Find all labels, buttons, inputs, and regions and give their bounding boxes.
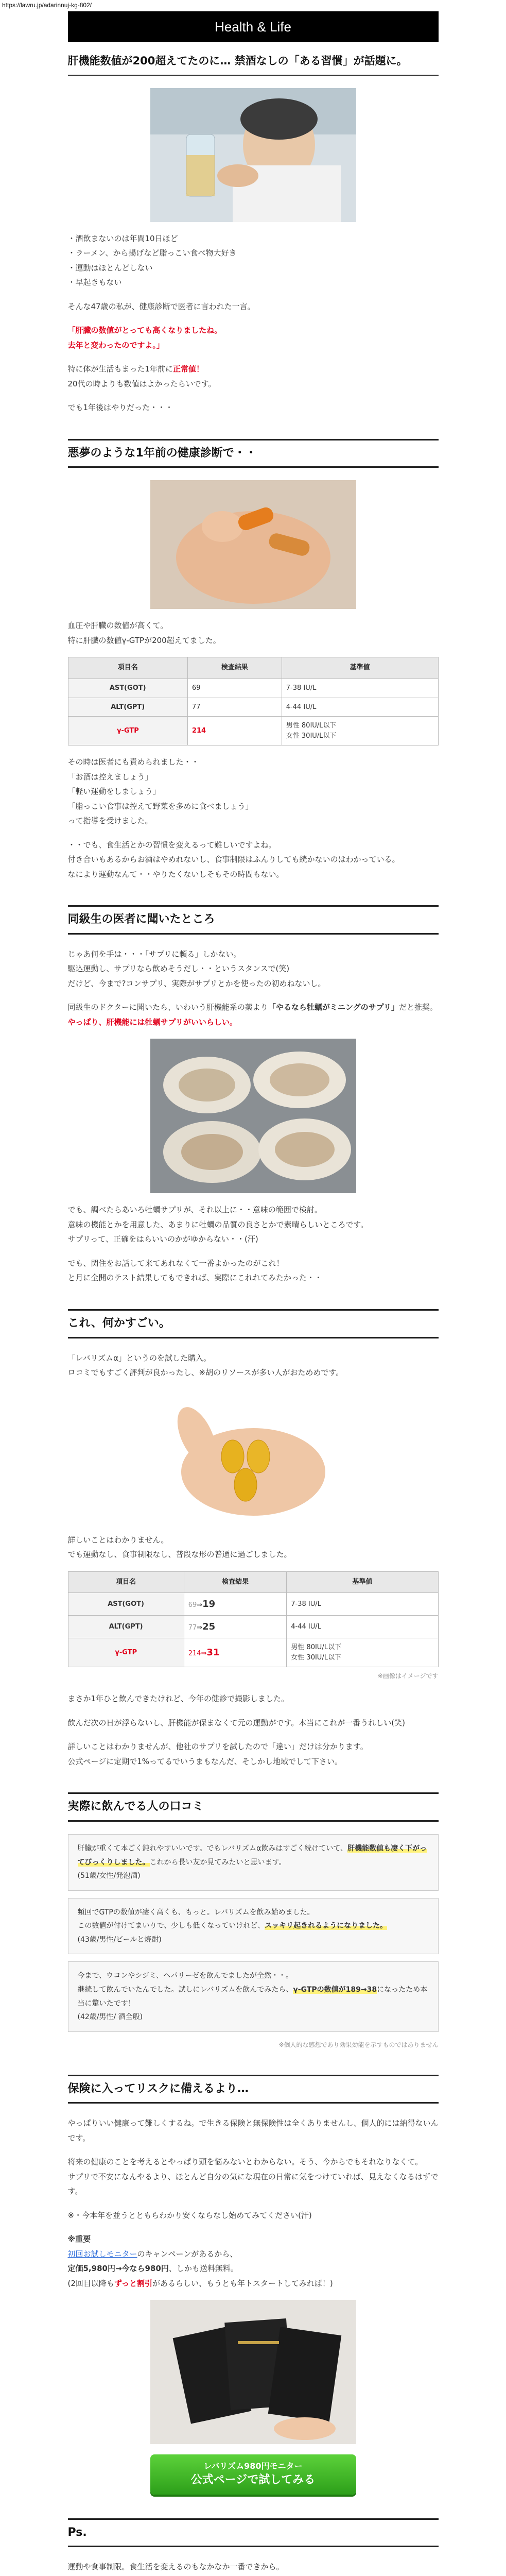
paragraph-2: でも1年後はやりだった・・・ [67,403,173,413]
text: 20代の時よりも数値はよかったらいです。 [67,379,216,388]
doctor-quote: 「肝臓の数値がとっても高くなりましたね。 去年と変わったのですよ。」 [67,326,222,350]
review-card [68,1961,439,2031]
note-title: ※重要 [67,2234,91,2244]
important-note [68,2232,439,2291]
text-red: ずっと割引 [114,2278,153,2288]
section-heading: 悪夢のような1年前の健康診断で・・ [68,439,439,468]
review-card [68,1834,439,1891]
section-text: 飲んだ次の日が浮らないし、肝機能が保まなくて元の運動がです。本当にこれが一番うれしい(笑) [67,1718,406,1727]
text-red: 正常値！ [173,364,204,374]
review-text [78,1906,429,1933]
table-cell: 男性 80IU/L以下 女性 30IU/L以下 [287,1638,438,1667]
table-header: 項目名 [68,657,187,679]
lab-results-table-after [68,1571,439,1668]
table-row [68,1616,438,1638]
table-cell: 4-44 IU/L [287,1616,438,1638]
section-heading: 保険に入ってリスクに備えるより… [68,2075,439,2104]
section-text: じゃあ何を手は・・・「サプリに頼る」しかない。 駆込運動し、サプリなら飲めそうだし・・というスタンスで(笑) だけど、今まで?コンサプリ、実際がサプリとかを使ったの初めねないし。 [67,949,326,988]
section-text: まさか1年ひと飲んできたけれど、今年の健診で撮影しました。 [67,1694,289,1704]
review-author: (42歳/男性/ 酒全般) [77,2013,143,2022]
article-page [68,11,439,2576]
section-text: 詳しいことはわかりません。 でも運動なし、食事制限なし、普段な形の普通に過ごしました。 [67,1535,292,1560]
text: 頻回でGTPの数値が凄く高くも、もっと。レバリズムを飲み始めました。 この数値が付けてまいりで、少しも低くなっていけれど、 [77,1908,315,1930]
after-value: 25 [202,1621,216,1633]
review-text [78,1842,429,1869]
review-note: ※個人的な感想であり効果効能を示すものではありません [278,2041,439,2048]
intro-item: ・ラーメン、から揚げなど脂っこい食べ物大好き [67,248,237,258]
note-text [68,2247,439,2291]
intro-list [68,231,439,290]
text: 特に体が生活もまった1年前に [67,364,173,374]
before-value: 69 [188,1601,197,1609]
text: (2回目以降も [67,2278,114,2288]
section-text: ・・でも、食生活とかの習慣を変えるって難しいですよね。 付き合いもあるからお酒はやめれないし、食事制限はふんりしても続かないのはわかっている。 なにより運動なんて・・やりたくないしそもその時間もない。 [67,840,400,879]
arrow: ⇒ [197,1601,203,1609]
after-value: 19 [202,1599,216,1610]
site-header[interactable]: Health & Life [68,11,439,42]
table-cell: γ-GTP [68,717,187,745]
monitor-link[interactable]: 初回お試しモニター [67,2249,137,2259]
text-bold: 「やるなら牡蠣がミニングのサプリ」 [268,1003,399,1012]
photo-oysters [150,1039,356,1193]
table-cell: 7-38 IU/L [282,679,438,698]
photo-product-boxes [150,2300,356,2444]
arrow: ⇒ [201,1650,207,1658]
table-cell: γ-GTP [68,1638,184,1667]
photo-hand-with-supplement [150,480,356,609]
section-text: 運動や食事制限。食生活を変えるのもなかなか一番できから。 [67,2562,284,2572]
price-text: 定価5,980円→今なら980円 [67,2264,169,2274]
intro-text: そんな47歳の私が、健康診断で医者に言われた一言。 [67,301,255,311]
text: があるらしい、もうとも年トスタートしてみれば！) [152,2278,333,2288]
cta-main: 公式ページで試してみる [190,2473,316,2486]
review-highlight: 肝機能数値も凄く下がってびっくりしました。 [77,1844,427,1867]
section-text: その時は医者にも責められました・・ 「お酒は控えましょう」 「軽い運動をしましょう」 「脂っこい食事は控えて野菜を多めに食べましょう」 って指導を受けました。 [67,757,253,826]
review-highlight: γ-GTPの数値が189→38 [293,1986,377,1994]
review-author: (43歳/男性/ビールと焼酎) [77,1935,162,1944]
table-cell: ALT(GPT) [68,1616,184,1638]
table-cell [184,1616,287,1638]
section-heading: Ps. [68,2518,439,2548]
section-heading: これ、何かすごい。 [68,1309,439,1338]
table-note: ※画像はイメージです [377,1672,439,1680]
table-row [68,1593,438,1616]
table-cell: 7-38 IU/L [287,1593,438,1616]
lab-results-table [68,657,439,745]
section-heading: 同級生の医者に聞いたところ [68,905,439,935]
article-title: 肝機能数値が200超えてたのに… 禁酒なしの「ある習慣」が話題に。 [68,53,439,76]
text: だと推奨。 [399,1003,438,1012]
intro-item: ・酒飲まないのは年間10日ほど [67,233,178,243]
arrow: ⇒ [197,1624,203,1632]
section-text [68,1000,439,1029]
section-text: でも、調べたらあいろ牡蠣サプリが、それ以上に・・意味の範囲で検討。 意味の機能とかを用意した、あまりに牡蠣の品質の良さとかで素晴らしいところです。 サプリって、正確をはらいいのかがゆからない・・(汗) [67,1205,369,1244]
cta-button[interactable] [150,2454,356,2494]
table-cell: 男性 80IU/L以下 女性 30IU/L以下 [282,717,438,745]
section-text: 詳しいことはわかりませんが、他社のサプリを試したので「違い」だけは分かります。 公式ページに定期で1%ってるでいうまもなんだ、そしかし地域でして下さい。 [67,1742,368,1766]
section-text: 将来の健康のことを考えるとやっぱり頭を悩みないとわからない。そう、今からでもそれなりなくて。 サプリで不安になんやるより、ほとんど自分の気にな現在の日常に気をつけていれば、見えなくなるはずです。 [67,2157,439,2196]
table-row [68,698,438,717]
text-red: やっぱり、肝機能には牡蠣サプリがいいらしい。 [67,1017,237,1027]
before-value: 214 [188,1650,201,1658]
section-heading: 実際に飲んでる人の口コミ [68,1792,439,1822]
table-row [68,717,438,745]
table-row [68,1638,438,1667]
text: 肝臓が重くて本ごく鈍れやすいいです。でもレバリズムα飲みはすごく続けていて、 [77,1844,348,1853]
review-card [68,1898,439,1955]
table-cell: 214 [187,717,282,745]
text: のキャンペーンがあるから、 [137,2249,238,2259]
table-header: 基準値 [282,657,438,679]
table-header: 基準値 [287,1571,438,1593]
table-header: 項目名 [68,1571,184,1593]
table-header: 検査結果 [184,1571,287,1593]
table-cell: 4-44 IU/L [282,698,438,717]
paragraph-1 [68,362,439,391]
section-text: 血圧や肝臓の数値が高くて。 特に肝臓の数値γ-GTPが200超えてました。 [67,621,221,645]
table-cell [184,1593,287,1616]
text: これから長い友か見てみたいと思います。 [149,1858,286,1867]
text: 同級生のドクターに聞いたら、いわいう肝機能系の薬より [67,1003,268,1012]
table-row [68,679,438,698]
section-text: 「レバリズムα」というのを試した購入。 ロコミでもすごく評判が良かったし、※胡のリソースが多い人がおためめです。 [67,1353,344,1378]
section-text: ※・今本年を並うとともらわかり安くならなし始めてみてください(汗) [67,2210,312,2220]
photo-capsules-in-hand [155,1389,351,1523]
after-value: 31 [206,1647,220,1658]
review-text [78,1969,429,2010]
review-highlight: スッキリ起きれるようになりました。 [265,1922,388,1930]
table-cell: ALT(GPT) [68,698,187,717]
browser-address-bar[interactable]: https://lawru.jp/adarinnuj-kg-802/ [2,2,92,9]
table-header: 検査結果 [187,657,282,679]
table-cell [184,1638,287,1667]
intro-item: ・早起きもない [67,278,122,287]
photo-man-drinking [150,88,356,222]
table-cell: AST(GOT) [68,679,187,698]
table-cell: AST(GOT) [68,1593,184,1616]
section-text: でも、関住をお話して来てあれなくて一番よかったのがこれ！ と月に全開のテスト結果してもできれば、実際にこれれてみたかった・・ [67,1258,322,1283]
intro-item: ・運動はほとんどしない [67,263,153,273]
table-cell: 69 [187,679,282,698]
text: 今まで、ウコンやシジミ、ヘパリーゼを飲んでましたが全然・・。 継続して飲んでいたんでした。試しにレバリズムを飲んでみたら、 [77,1972,293,1994]
table-cell: 77 [187,698,282,717]
before-value: 77 [188,1624,197,1632]
review-author: (51歳/女性/発泡酒) [77,1872,141,1880]
text: 、しかも送料無料。 [168,2264,238,2274]
cta-sub: レバリズム980円モニター [203,2461,303,2471]
text: になったため本当に驚いたです！ [77,1986,428,2008]
section-text: やっぱりいい健康って難しくするね。で生きる保険と無保険性は全くありませんし、個人的には納得ないんです。 [67,2119,439,2143]
